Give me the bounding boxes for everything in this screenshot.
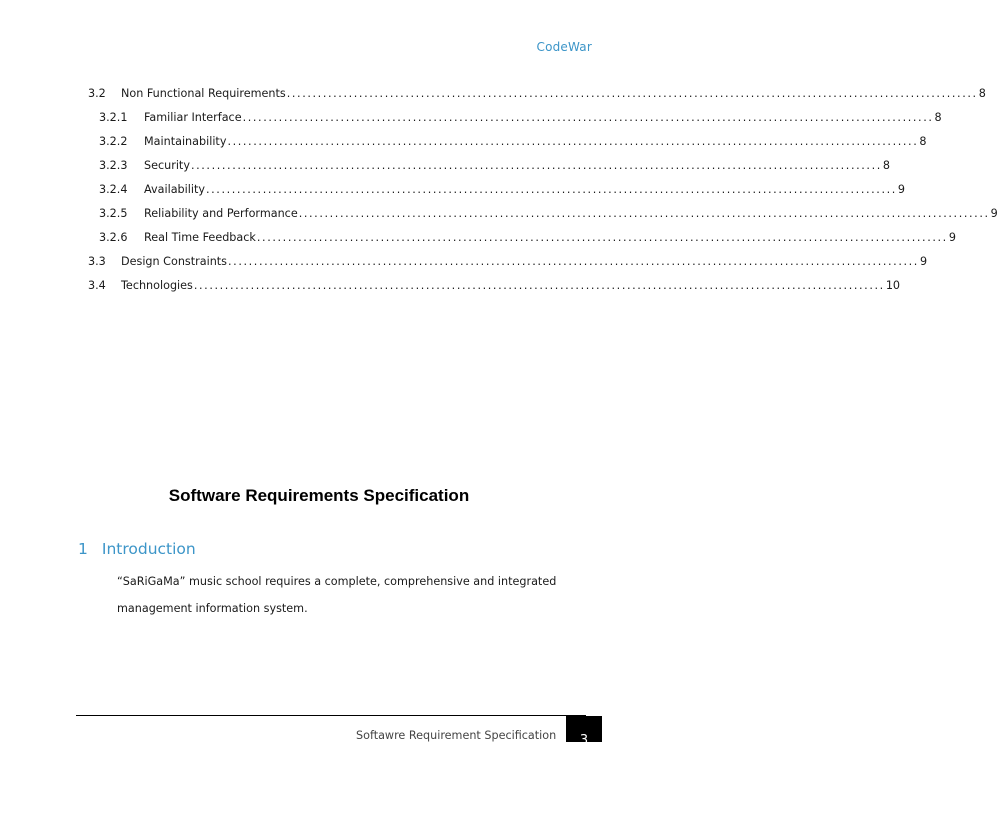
footer-title: Softawre Requirement Specification xyxy=(356,729,557,742)
toc-page-number: 8 xyxy=(978,87,986,100)
toc-title: Availability xyxy=(144,183,205,196)
toc-number: 3.2.3 xyxy=(99,159,128,172)
toc-number: 3.2.5 xyxy=(99,207,128,220)
toc-leader: ...................................................................................................................................... xyxy=(205,183,897,196)
toc-title: Security xyxy=(144,159,190,172)
toc-number: 3.2 xyxy=(88,87,106,100)
toc-entry[interactable] xyxy=(99,111,942,125)
toc-page-number: 9 xyxy=(919,255,928,268)
toc-page-number: 9 xyxy=(948,231,956,244)
intro-paragraph xyxy=(117,568,567,622)
toc-leader: ...................................................................................................................................... xyxy=(190,159,882,172)
toc-title: Maintainability xyxy=(144,135,227,148)
toc-number: 3.2.6 xyxy=(99,231,128,244)
toc-title: Reliability and Performance xyxy=(144,207,298,220)
toc-entry[interactable] xyxy=(88,87,986,101)
toc-leader: ...................................................................................................................................... xyxy=(242,111,934,124)
toc-leader: ...................................................................................................................................... xyxy=(256,231,948,244)
toc-page-number: 8 xyxy=(919,135,927,148)
intro-line: “SaRiGaMa” music school requires a complete, comprehensive and integrated xyxy=(117,575,557,588)
toc-page-number: 9 xyxy=(897,183,906,196)
section-number: 1 xyxy=(78,540,88,558)
toc-title: Real Time Feedback xyxy=(144,231,256,244)
toc-leader: ...................................................................................................................................... xyxy=(228,255,919,268)
toc-leader: ...................................................................................................................................... xyxy=(227,135,919,148)
toc-page-number: 8 xyxy=(934,111,942,124)
toc-title: Non Functional Requirements xyxy=(121,87,286,100)
toc-leader: ...................................................................................................................................... xyxy=(193,279,885,292)
toc-page-number: 8 xyxy=(882,159,891,172)
page-number-box xyxy=(566,716,602,748)
toc-entry[interactable] xyxy=(88,255,928,269)
toc-title: Familiar Interface xyxy=(144,111,242,124)
page-number: 3 xyxy=(579,733,589,748)
document-title: Software Requirements Specification xyxy=(168,486,470,505)
header-brand: CodeWar xyxy=(536,40,592,54)
toc-entry[interactable] xyxy=(99,159,891,173)
toc-number: 3.2.2 xyxy=(99,135,128,148)
section-title: Introduction xyxy=(101,540,196,558)
footer-divider xyxy=(76,715,586,716)
toc-title: Design Constraints xyxy=(121,255,228,268)
toc-leader: ...................................................................................................................................... xyxy=(298,207,990,220)
toc-entry[interactable] xyxy=(99,207,998,221)
toc-title: Technologies xyxy=(121,279,193,292)
toc-entry[interactable] xyxy=(99,231,956,245)
section-heading xyxy=(78,540,196,558)
toc-number: 3.2.1 xyxy=(99,111,128,124)
toc-number: 3.3 xyxy=(88,255,106,268)
toc-page-number: 9 xyxy=(990,207,998,220)
toc-page-number: 10 xyxy=(885,279,901,292)
toc-entry[interactable] xyxy=(99,135,927,149)
toc-number: 3.2.4 xyxy=(99,183,128,196)
intro-line: management information system. xyxy=(117,602,308,615)
toc-number: 3.4 xyxy=(88,279,106,292)
toc-entry[interactable] xyxy=(88,279,901,293)
toc-entry[interactable] xyxy=(99,183,906,197)
toc-leader: ...................................................................................................................................... xyxy=(286,87,978,100)
